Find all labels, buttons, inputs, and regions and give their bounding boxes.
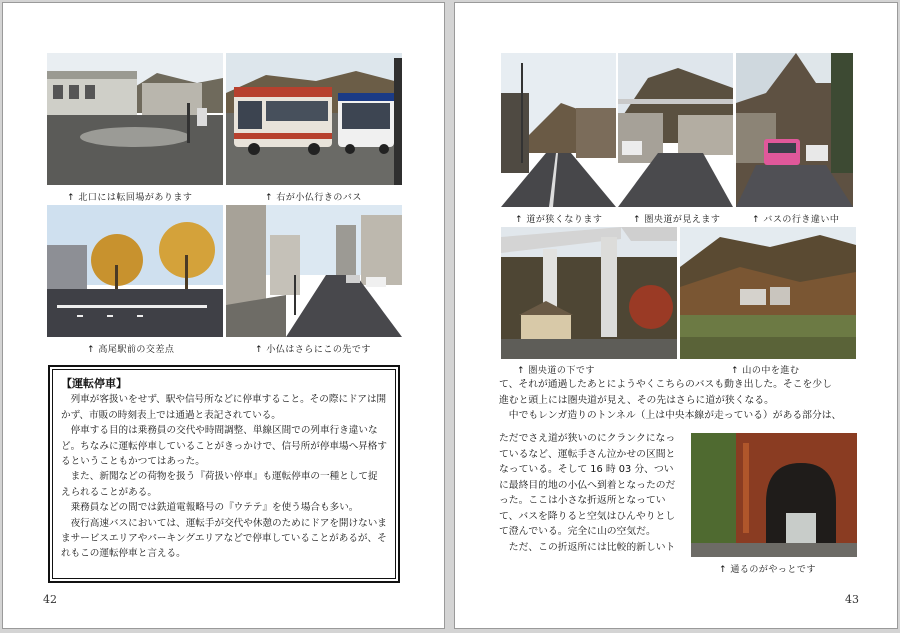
caption-tunnel-pass: ↑ 通るのがやっとです (719, 565, 816, 575)
body-line: 進むと頭上には圏央道が見え、その先はさらに道が狭くなる。 (499, 394, 774, 406)
photo-under-expressway (501, 227, 677, 359)
glossary-box-operation-stop (48, 365, 400, 583)
glossary-paragraph: 夜行高速バスにおいては、運転手が交代や休憩のためにドアを開けないままサービスエリアやパーキングエリアなどで停車していることがあるが、それもこの運転停車と言える。 (61, 517, 387, 560)
body-line: て、バスを降りると空気はひんやりとし (499, 510, 676, 522)
body-line: て、それが通過したあとにようやくこちらのバスも動き出した。そこを少し (499, 379, 832, 390)
caption-bus-right: ↑ 右が小仏行きのバス (265, 193, 362, 203)
body-line: 中でもレンガ造りのトンネル（上は中央本線が走っている）がある部分は、 (508, 410, 842, 421)
photo-mountain-road (680, 227, 856, 359)
glossary-paragraph: 列車が客扱いをせず、駅や信号所などに停車すること。その際にドアは開かず、市販の時刻表上では通過と表記されている。 (61, 394, 387, 421)
body-line: に最終目的地の小仏へ到着となったのだ (499, 479, 676, 491)
photo-expressway-visible (618, 53, 733, 207)
caption-bus-ahead: ↑ バスの行き違い中 (752, 215, 840, 225)
body-line: なっている。そして 16 時 03 分、つい (499, 464, 674, 475)
body-text-top (499, 377, 859, 424)
caption-expressway-visible: ↑ 圏央道が見えます (633, 215, 721, 225)
photo-road-to-kobotoke (226, 205, 402, 337)
glossary-title: 【運転停車】 (61, 377, 127, 390)
glossary-paragraph: 乗務員などの間では鉄道電報略号の『ウテテ』を使う場合も多い。 (70, 502, 359, 514)
body-line: ただ、この折返所には比較的新しいト (499, 541, 676, 553)
caption-under-expressway: ↑ 圏央道の下です (517, 366, 595, 376)
page-43 (454, 2, 898, 629)
page-number-left: 42 (43, 593, 57, 606)
photo-brick-tunnel (691, 433, 857, 557)
photo-north-exit-turnaround (47, 53, 223, 185)
photo-buses-to-kobotoke (226, 53, 402, 185)
photo-bus-passing (736, 53, 853, 207)
caption-kobotoke-ahead: ↑ 小仏はさらにこの先です (255, 345, 371, 355)
caption-through-mountain: ↑ 山の中を進む (731, 366, 800, 376)
caption-narrow-road: ↑ 道が狭くなります (515, 215, 603, 225)
photo-narrow-road (501, 53, 616, 207)
caption-intersection: ↑ 高尾駅前の交差点 (87, 345, 175, 355)
body-line: ているなど、運転手さん泣かせの区間と (499, 448, 676, 460)
glossary-paragraph: また、新聞などの荷物を扱う『荷扱い停車』も運転停車の一種として捉えられることがある。 (61, 471, 378, 498)
glossary-paragraph: 停車する目的は乗務員の交代や時間調整、単線区間での列車行き違いなど。ちなみに運転停車していることがきっかけで、信号所が停車場へ昇格するということもかつてはあった。 (61, 425, 387, 468)
body-text-side (499, 431, 699, 555)
body-line: った。ここは小さな折返所となってい (499, 495, 666, 506)
photo-station-intersection (47, 205, 223, 337)
body-line: て澄んでいる。完全に山の空気だ。 (499, 526, 656, 537)
page-42 (2, 2, 445, 629)
caption-north-exit: ↑ 北口には転回場があります (67, 193, 193, 203)
page-number-right: 43 (845, 593, 859, 606)
body-line: ただでさえ道が狭いのにクランクになっ (499, 433, 676, 444)
